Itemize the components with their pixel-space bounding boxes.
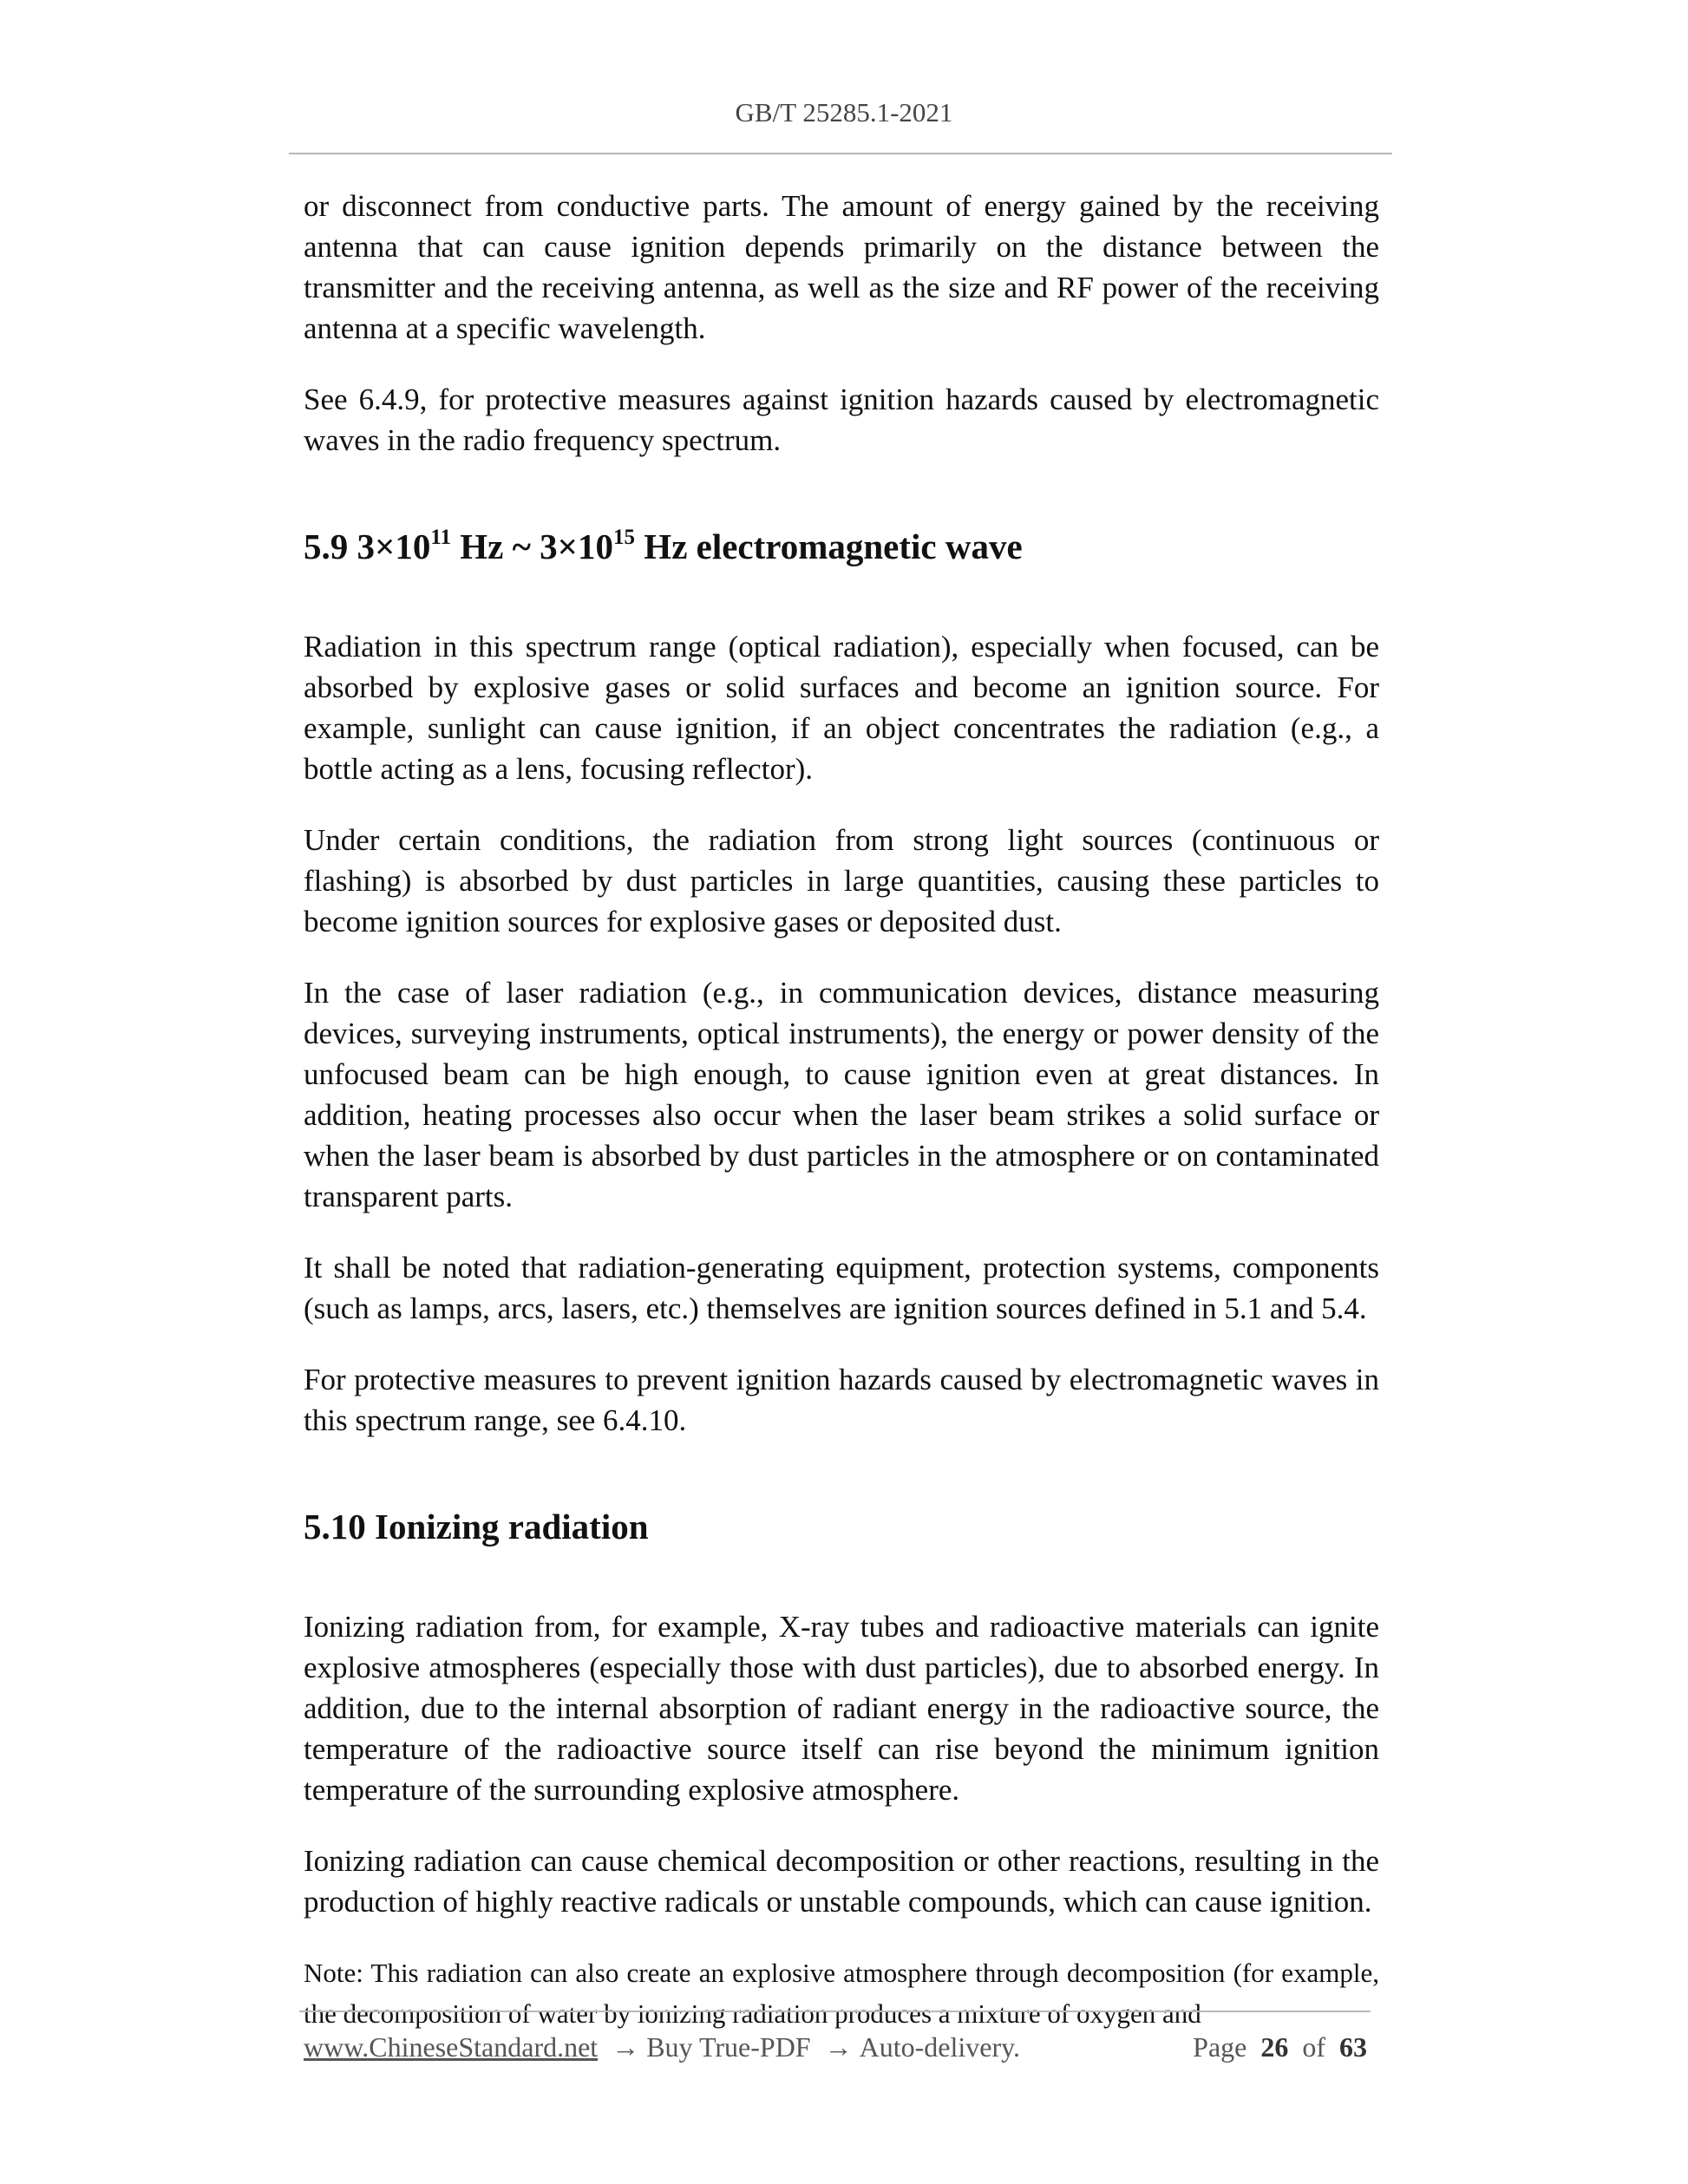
header-divider xyxy=(289,153,1392,154)
paragraph: Radiation in this spectrum range (optical radiation), especially when focused, can be absorbed by explosive gases or solid surfaces and become an ignition source. For example, sunlight can cause ignition, if an object concentrates the radiation (e.g., a bottle acting as a lens, focusing reflector). xyxy=(304,630,1379,786)
note-text: Note: This radiation can also create an explosive atmosphere through decomposition (for example, the decomposition of water by ionizing radiation produces a mixture of oxygen and xyxy=(304,1958,1379,2029)
section-heading-5-10: 5.10 Ionizing radiation xyxy=(304,1507,649,1546)
page-footer xyxy=(304,2031,1371,2063)
footer-divider xyxy=(299,2011,1371,2012)
section-number: 5.9 xyxy=(304,526,349,566)
paragraph: It shall be noted that radiation-generating equipment, protection systems, components (such as lamps, arcs, lasers, etc.) themselves are ignition sources defined in 5.1 and 5.4. xyxy=(304,1251,1379,1325)
paragraph: or disconnect from conductive parts. The amount of energy gained by the receiving antenna that can cause ignition depends primarily on the distance between the transmitter and the receiving antenna, as well as the size and RF power of the receiving antenna at a specific wavelength. xyxy=(304,189,1379,345)
website-link[interactable]: www.ChineseStandard.net xyxy=(304,2031,599,2063)
buy-true-pdf-text: Buy True-PDF xyxy=(646,2031,811,2063)
arrow-right-icon: → xyxy=(612,2031,640,2063)
document-header-title: GB/T 25285.1-2021 xyxy=(735,97,953,128)
paragraph: Ionizing radiation can cause chemical decomposition or other reactions, resulting in the production of highly reactive radicals or unstable compounds, which can cause ignition. xyxy=(304,1844,1379,1919)
exponent: 11 xyxy=(430,526,451,549)
current-page-number: 26 xyxy=(1260,2031,1289,2063)
paragraph: See 6.4.9, for protective measures against ignition hazards caused by electromagnetic waves in the radio frequency spectrum. xyxy=(304,383,1379,457)
auto-delivery-text: Auto-delivery. xyxy=(859,2031,1021,2063)
paragraph: Under certain conditions, the radiation from strong light sources (continuous or flashing) is absorbed by dust particles in large quantities, causing these particles to become ignition sources for explosive gases or deposited dust. xyxy=(304,823,1379,938)
total-page-count: 63 xyxy=(1339,2031,1367,2063)
paragraph: In the case of laser radiation (e.g., in communication devices, distance measuring devices, surveying instruments, optical instruments), the energy or power density of the unfocused beam can be high enough, to cause ignition even at great distances. In addition, heating processes also occur when the laser beam strikes a solid surface or when the laser beam is absorbed by dust particles in the atmosphere or on contaminated transparent parts. xyxy=(304,976,1379,1213)
page-content xyxy=(304,186,1379,2034)
section-heading-5-9: 5.9 $3\times 10^{11}$ Hz ~ $3\times 10^{15}$ Hz electromagnetic wave xyxy=(304,526,1023,566)
page-indicator: Page 26 of 63 xyxy=(1193,2031,1367,2063)
exponent: 15 xyxy=(613,526,636,549)
arrow-right-icon: → xyxy=(824,2031,853,2063)
paragraph: For protective measures to prevent ignition hazards caused by electromagnetic waves in this spectrum range, see 6.4.10. xyxy=(304,1363,1379,1437)
paragraph: Ionizing radiation from, for example, X-ray tubes and radioactive materials can ignite explosive atmospheres (especially those with dust particles), due to absorbed energy. In addition, due to the internal absorption of radiant energy in the radioactive source, the temperature of the radioactive source itself can rise beyond the minimum ignition temperature of the surrounding explosive atmosphere. xyxy=(304,1610,1379,1807)
